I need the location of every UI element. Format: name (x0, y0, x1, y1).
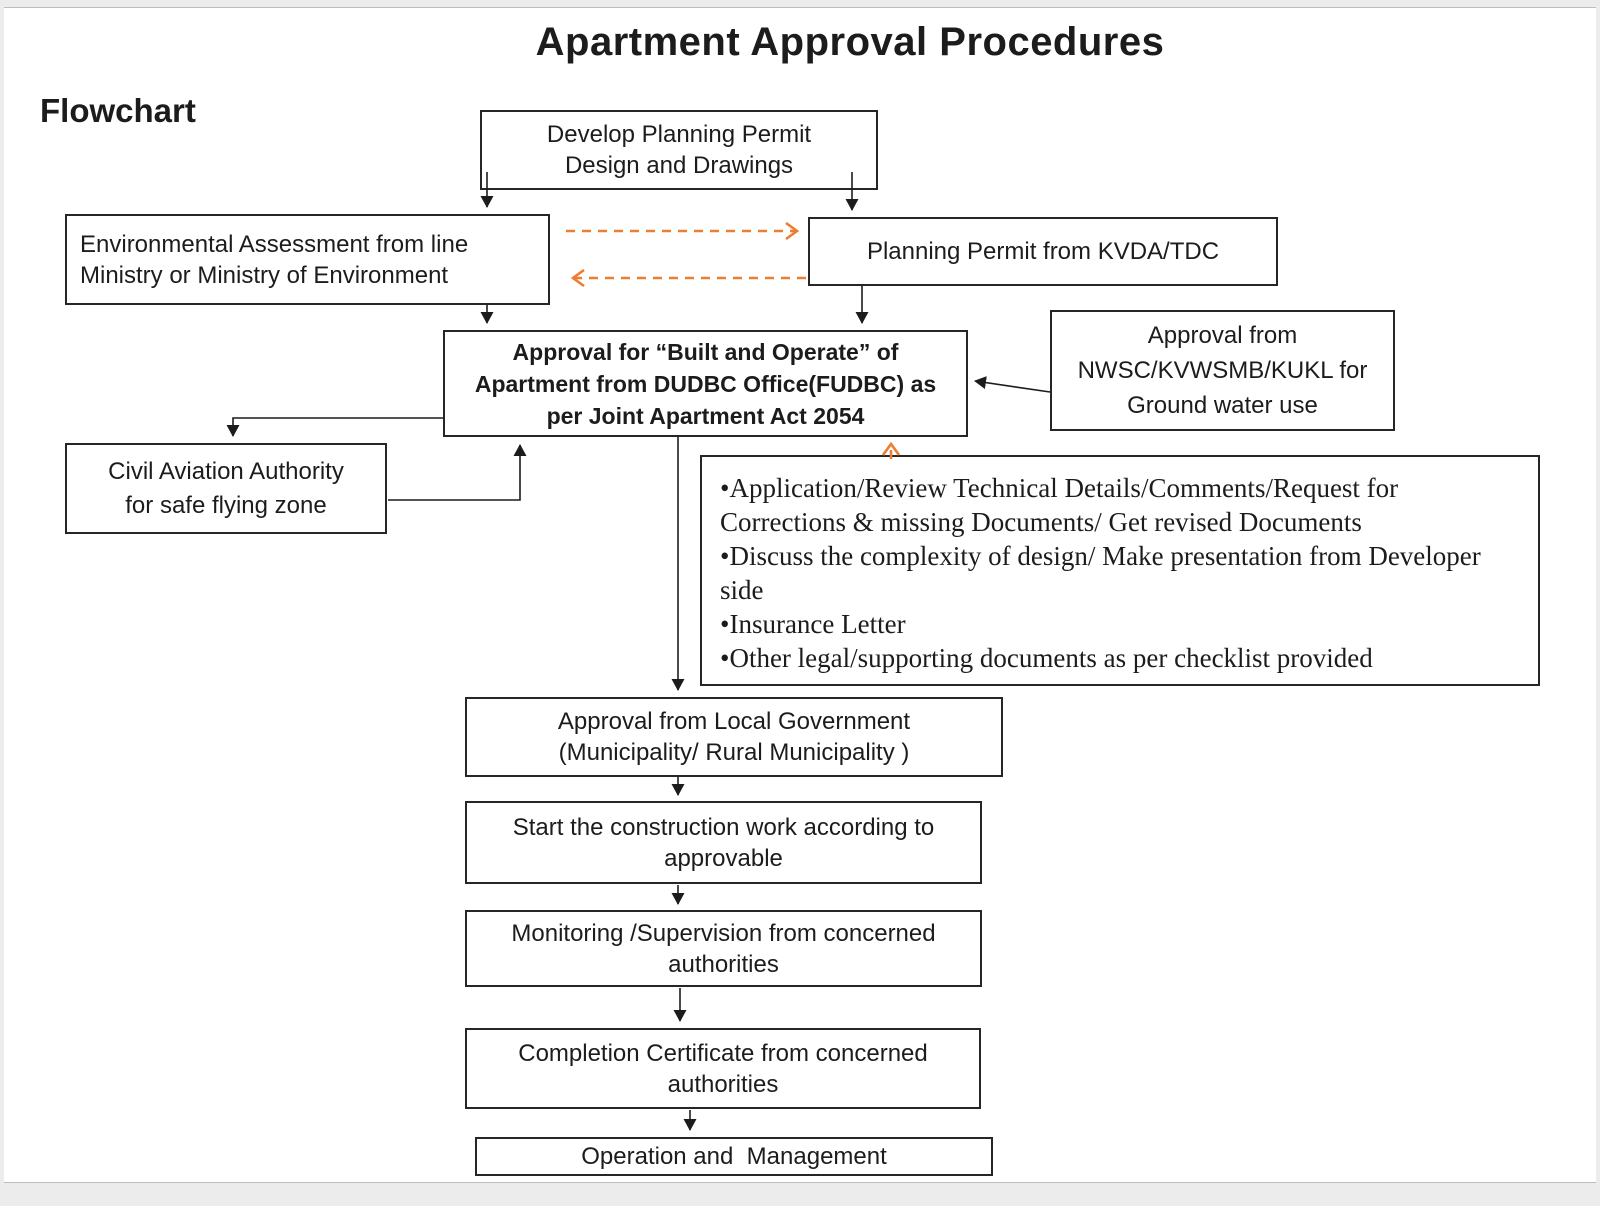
page-title: Apartment Approval Procedures (535, 20, 1165, 64)
flow-node-ground-water-approval (1050, 310, 1395, 431)
flow-node-develop-planning-permit (480, 110, 878, 190)
arrow-nwsc-to-central (975, 381, 1050, 392)
text-line: •Other legal/supporting documents as per checklist provided (720, 643, 1373, 673)
text-line: Design and Drawings (564, 152, 794, 179)
text-line: (Municipality/ Rural Municipality ) (558, 739, 910, 766)
flowchart-heading: Flowchart (40, 92, 196, 129)
text-line: Approval from Local Government (557, 708, 911, 735)
flow-node-dudbc-approval (443, 330, 968, 437)
text-line: Planning Permit from KVDA/TDC (866, 238, 1220, 265)
text-line: per Joint Apartment Act 2054 (546, 402, 865, 429)
text-line: Approval for “Built and Operate” of (512, 338, 899, 365)
flow-node-operation-management (475, 1137, 993, 1176)
text-line: Ministry or Ministry of Environment (80, 261, 449, 289)
flow-note-required-documents (700, 455, 1540, 686)
text-line: Approval from (1147, 322, 1298, 349)
flow-node-completion-certificate (465, 1028, 981, 1109)
text-line: authorities (667, 1070, 779, 1098)
text-line: Completion Certificate from concerned (518, 1039, 928, 1067)
flow-node-environmental-assessment (65, 214, 550, 305)
text-line: •Discuss the complexity of design/ Make presentation from Developer side (720, 541, 1481, 605)
text-line: •Insurance Letter (720, 609, 906, 639)
text-line: Monitoring /Supervision from concerned (511, 919, 936, 947)
arrow-civil-to-central (388, 445, 520, 500)
text-line: approvable (664, 844, 783, 872)
flow-node-start-construction (465, 801, 982, 884)
flow-node-civil-aviation (65, 443, 387, 534)
text-line: Develop Planning Permit (546, 121, 812, 148)
flow-node-local-government-approval (465, 697, 1003, 777)
text-line: •Application/Review Technical Details/Comments/Request for Corrections & missing Documents/ Get revised Documents (720, 473, 1399, 537)
text-line: Environmental Assessment from line (80, 230, 469, 258)
flow-node-planning-permit-kvda-tdc (808, 217, 1278, 286)
text-line: Operation and Management (581, 1143, 887, 1170)
arrow-central-to-civil (233, 418, 443, 436)
text-line: Ground water use (1127, 392, 1318, 419)
page-margin-left (0, 0, 4, 1206)
text-line: Apartment from DUDBC Office(FUDBC) as (474, 370, 937, 397)
text-line: authorities (668, 950, 779, 978)
page-margin-top (0, 0, 1600, 8)
page-margin-bottom (0, 1182, 1600, 1206)
text-line: Start the construction work according to (512, 813, 935, 841)
flow-node-monitoring-supervision (465, 910, 982, 987)
text-line: for safe flying zone (125, 491, 327, 519)
text-line: NWSC/KVWSMB/KUKL for (1077, 357, 1368, 384)
text-line: Civil Aviation Authority (108, 457, 344, 485)
page-margin-right (1596, 0, 1600, 1206)
